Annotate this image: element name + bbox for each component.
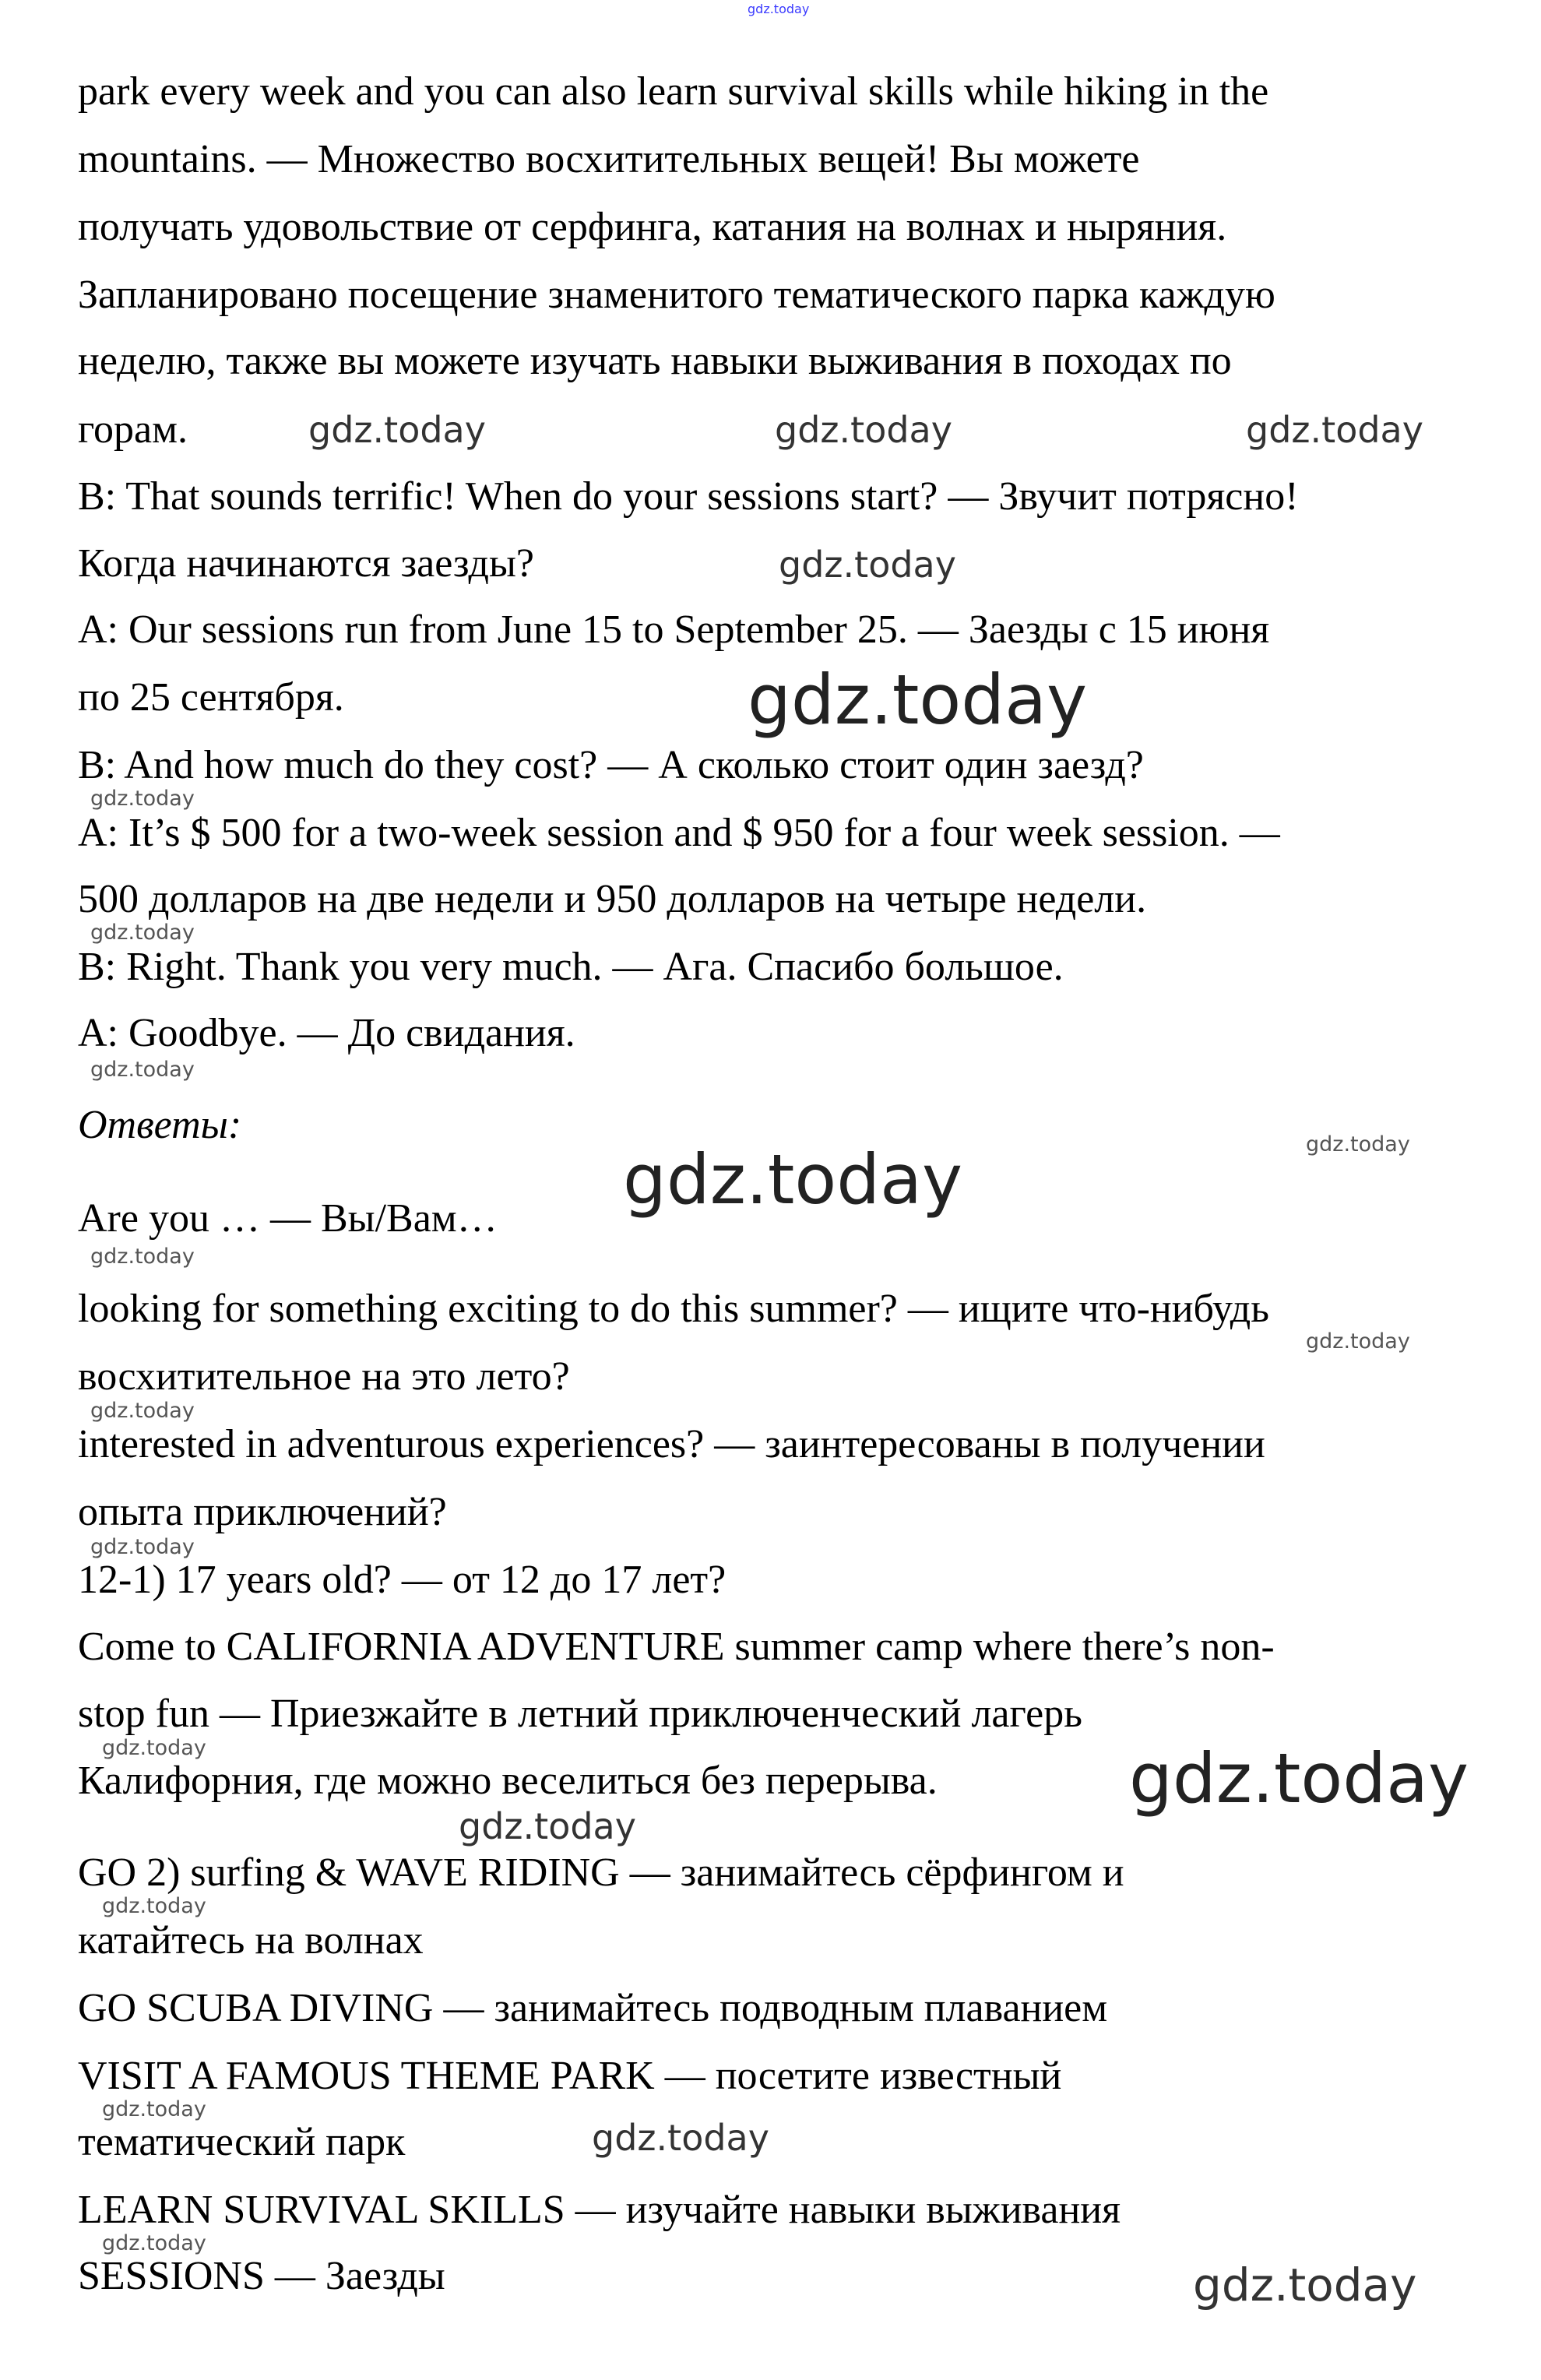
watermark: gdz.today [90,1058,195,1082]
text-line: горам. [78,407,188,452]
watermark: gdz.today [775,409,952,451]
watermark: gdz.today [1129,1738,1469,1818]
watermark: gdz.today [623,1139,963,1220]
answer-line: LEARN SURVIVAL SKILLS — изучайте навыки выживания [78,2188,1121,2232]
text-line: 500 долларов на две недели и 950 долларов на четыре недели. [78,877,1147,921]
watermark: gdz.today [1306,1329,1410,1354]
answer-line: SESSIONS — Заезды [78,2254,445,2298]
answer-line: 12-1) 17 years old? — от 12 до 17 лет? [78,1558,727,1602]
answer-line: восхитительное на это лето? [78,1354,570,1399]
text-line: неделю, также вы можете изучать навыки выживания в походах по [78,339,1232,383]
watermark: gdz.today [102,2231,206,2255]
answer-line: interested in adventurous experiences? — заинтересованы в получении [78,1422,1265,1466]
text-line: park every week and you can also learn survival skills while hiking in the [78,69,1269,114]
watermark: gdz.today [459,1805,636,1847]
text-line: B: And how much do they cost? — А сколько стоит один заезд? [78,743,1144,787]
answer-line: тематический парк [78,2120,406,2164]
watermark: gdz.today [1193,2259,1417,2311]
watermark: gdz.today [779,544,956,586]
answer-line: Are you … — Вы/Вам… [78,1196,498,1241]
watermark: gdz.today [90,1245,195,1269]
watermark: gdz.today [102,1736,206,1760]
answer-line: опыта приключений? [78,1490,447,1534]
text-line: по 25 сентября. [78,675,344,720]
watermark: gdz.today [90,1399,195,1423]
answer-line: stop fun — Приезжайте в летний приключенческий лагерь [78,1692,1082,1736]
text-line: Запланировано посещение знаменитого тематического парка каждую [78,273,1275,317]
text-line: B: Right. Thank you very much. — Ага. Спасибо большое. [78,945,1064,989]
answer-line: GO SCUBA DIVING — занимайтесь подводным плаванием [78,1986,1108,2030]
answer-line: VISIT A FAMOUS THEME PARK — посетите известный [78,2054,1062,2098]
text-line: A: It’s $ 500 for a two-week session and $ 950 for a four week session. — [78,811,1280,855]
watermark: gdz.today [592,2117,769,2159]
watermark: gdz.today [90,921,195,945]
text-line: B: That sounds terrific! When do your sessions start? — Звучит потрясно! [78,474,1299,519]
watermark: gdz.today [748,2,810,16]
watermark: gdz.today [748,660,1088,740]
answer-line: Калифорния, где можно веселиться без перерыва. [78,1759,938,1803]
answer-line: GO 2) surfing & WAVE RIDING — занимайтесь сёрфингом и [78,1850,1124,1895]
answer-line: Come to CALIFORNIA ADVENTURE summer camp where there’s non- [78,1625,1275,1669]
text-line: Когда начинаются заезды? [78,541,535,586]
watermark: gdz.today [1306,1132,1410,1157]
answer-line: катайтесь на волнах [78,1918,424,1963]
watermark: gdz.today [102,2097,206,2121]
text-line: получать удовольствие от серфинга, катания на волнах и ныряния. [78,205,1227,249]
text-line: A: Our sessions run from June 15 to September 25. — Заезды с 15 июня [78,607,1270,652]
text-line: mountains. — Множество восхитительных вещей! Вы можете [78,137,1140,181]
watermark: gdz.today [1246,409,1423,451]
watermark: gdz.today [308,409,486,451]
answer-line: looking for something exciting to do this summer? — ищите что-нибудь [78,1287,1269,1331]
watermark: gdz.today [90,787,195,811]
answers-heading: Ответы: [78,1103,242,1147]
watermark: gdz.today [102,1894,206,1918]
text-line: A: Goodbye. — До свидания. [78,1011,575,1055]
watermark: gdz.today [90,1535,195,1559]
